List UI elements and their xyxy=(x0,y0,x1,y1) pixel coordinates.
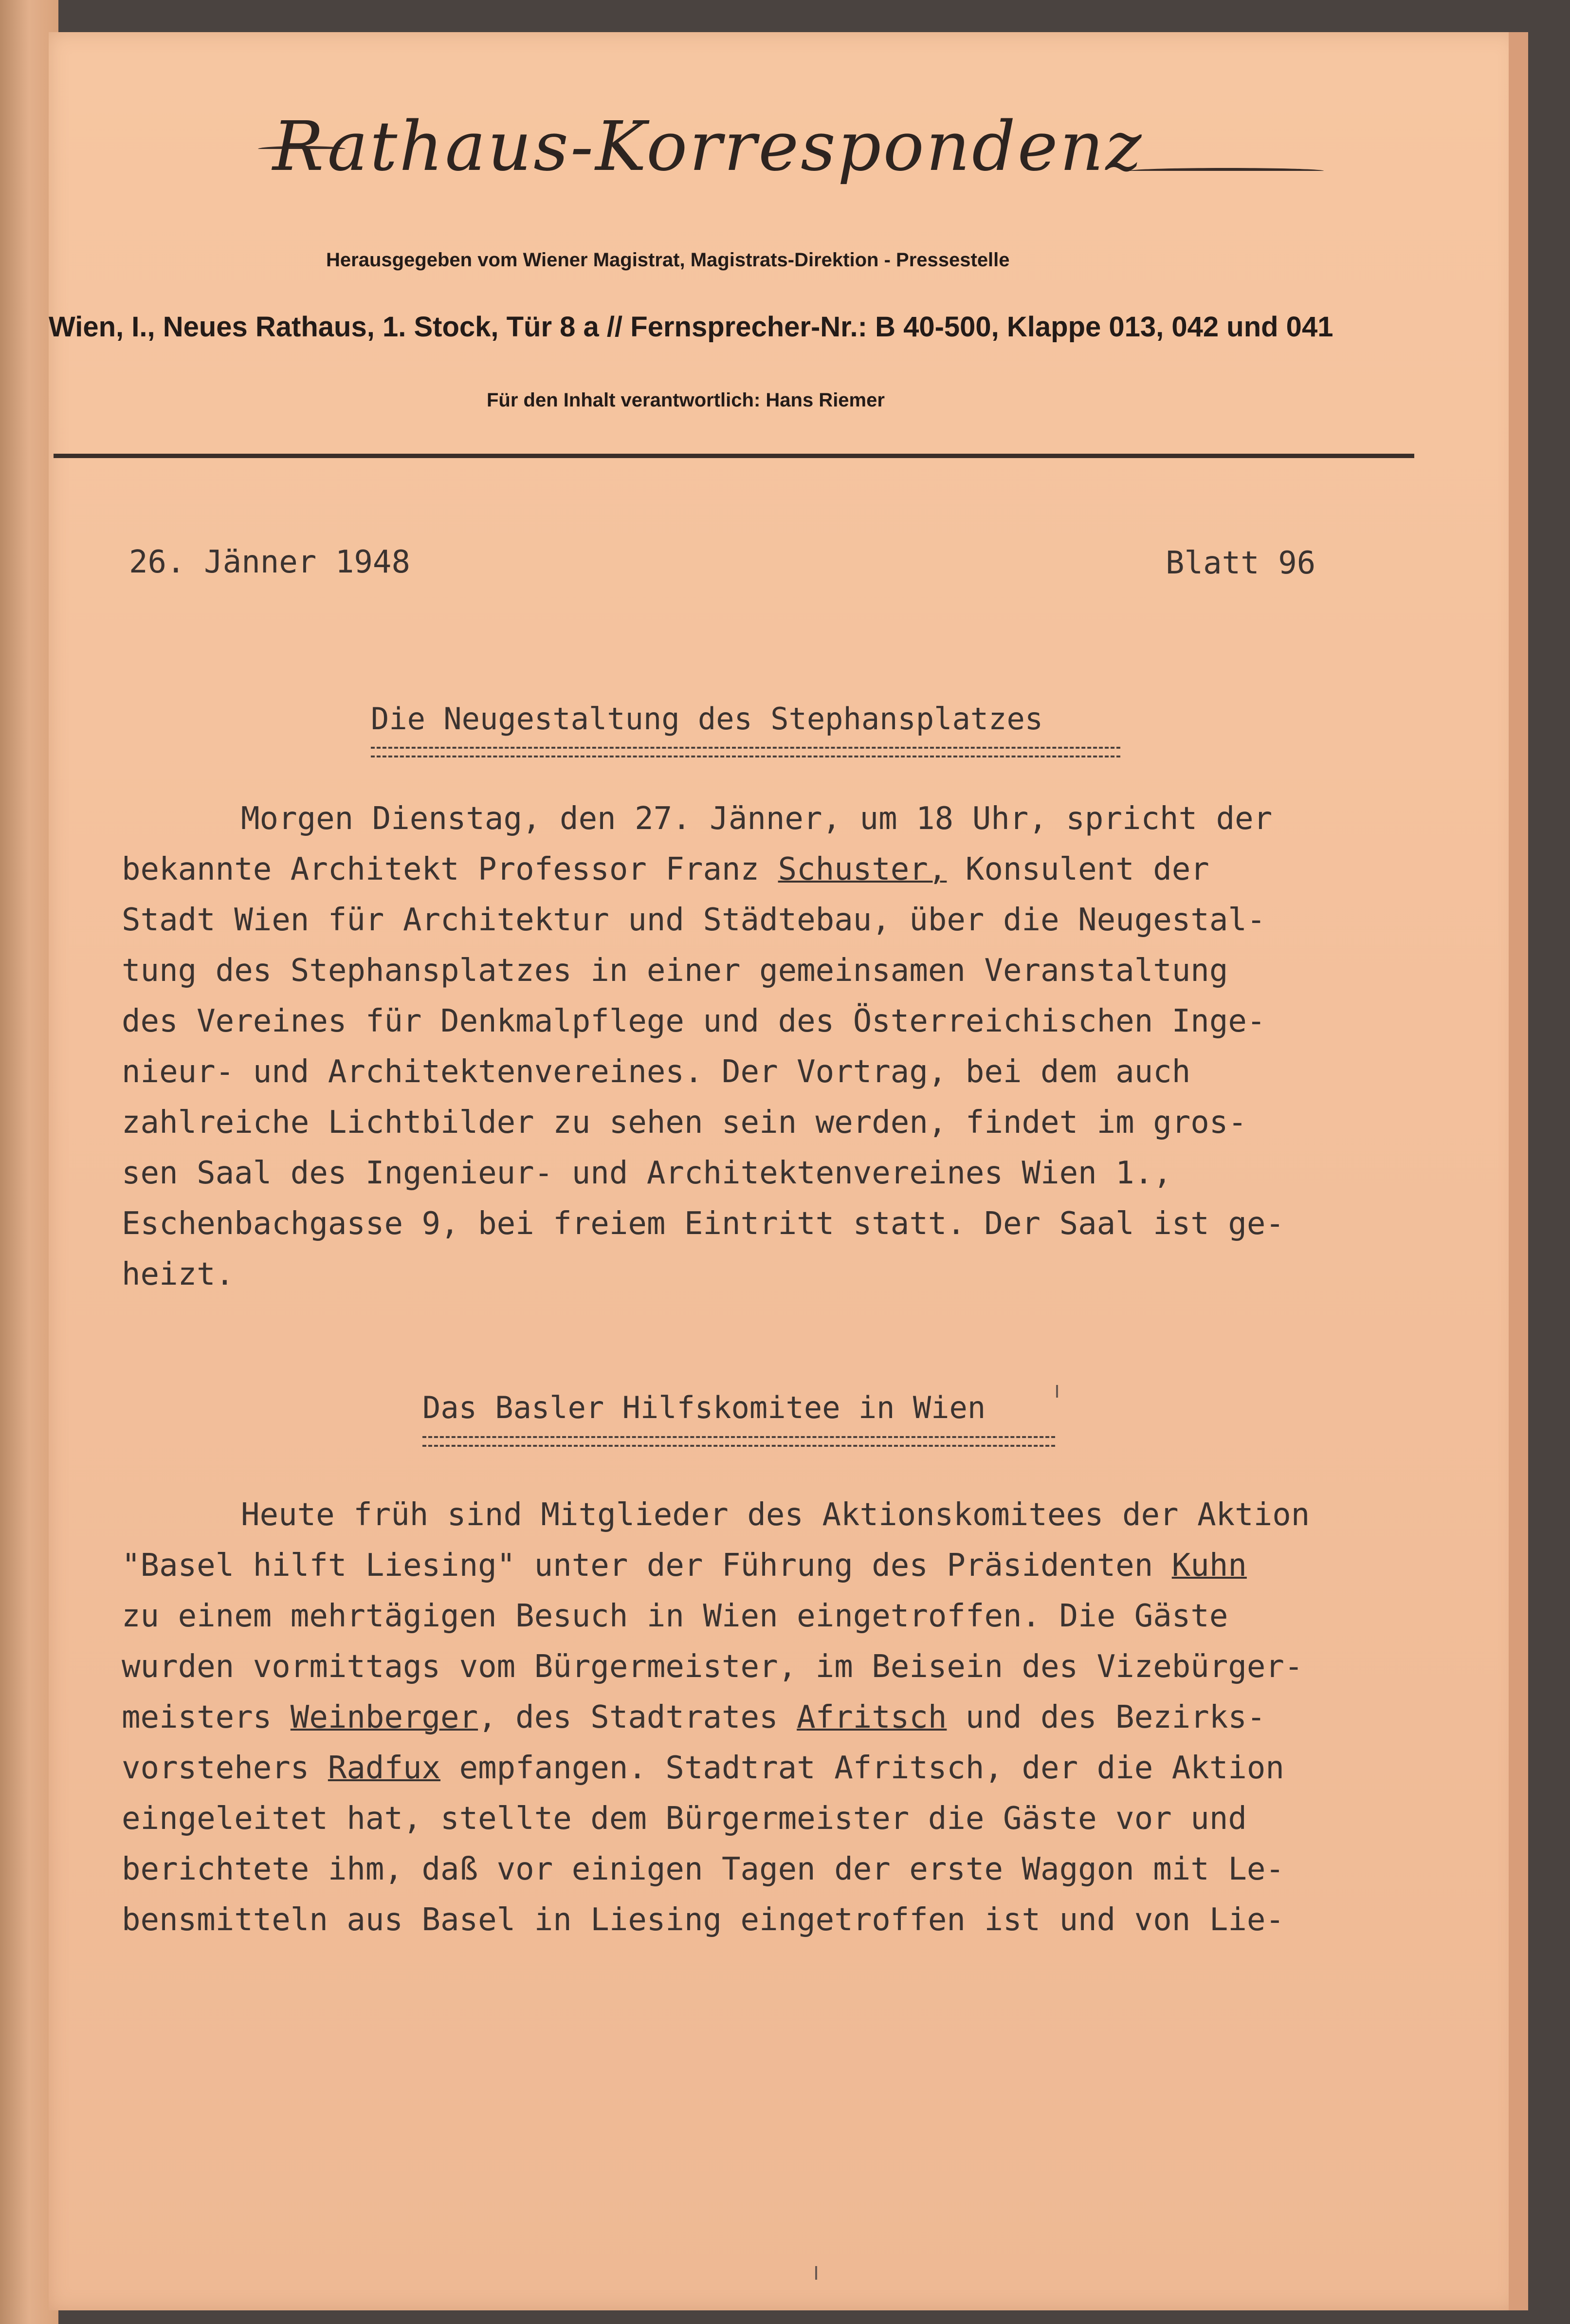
article1-line: Stadt Wien für Architektur und Städtebau, über die Neugestal- xyxy=(122,902,1266,938)
masthead-rule xyxy=(54,454,1414,458)
article2-line: eingeleitet hat, stellte dem Bürgermeister die Gäste vor und xyxy=(122,1801,1247,1837)
article2-line: zu einem mehrtägigen Besuch in Wien eingetroffen. Die Gäste xyxy=(122,1598,1228,1634)
article2-line: vorstehers Radfux empfangen. Stadtrat Afritsch, der die Aktion xyxy=(122,1750,1284,1786)
article2-line: wurden vormittags vom Bürgermeister, im Beisein des Vizebürger- xyxy=(122,1649,1303,1685)
article1-line: nieur- und Architektenvereines. Der Vortrag, bei dem auch xyxy=(122,1054,1191,1090)
name-schuster: Schuster, xyxy=(778,851,947,887)
masthead-title: Rathaus-Korrespondenz xyxy=(273,107,1144,186)
article1-headline: Die Neugestaltung des Stephansplatzes xyxy=(371,701,1043,737)
address-line: Wien, I., Neues Rathaus, 1. Stock, Tür 8 a // Fernsprecher-Nr.: B 40-500, Klappe 013, 042 und 041 xyxy=(49,311,1333,343)
sheet-number: Blatt 96 xyxy=(1166,545,1316,581)
article1-line: bekannte Architekt Professor Franz Schuster, Konsulent der xyxy=(122,851,1209,887)
article1-headline-underline xyxy=(371,747,1120,757)
article1-line: zahlreiche Lichtbilder zu sehen sein werden, findet im gros- xyxy=(122,1105,1247,1141)
article2-line: "Basel hilft Liesing" unter der Führung des Präsidenten Kuhn xyxy=(122,1548,1247,1584)
name-kuhn: Kuhn xyxy=(1171,1548,1247,1584)
article1-line: Eschenbachgasse 9, bei freiem Eintritt statt. Der Saal ist ge- xyxy=(122,1206,1284,1242)
article1-line: des Vereines für Denkmalpflege und des Österreichischen Inge- xyxy=(122,1003,1266,1039)
article2-line: Heute früh sind Mitglieder des Aktionskomitees der Aktion xyxy=(241,1497,1310,1533)
article1-body xyxy=(122,793,1284,1300)
article2-body xyxy=(122,1490,1310,1945)
name-afritsch: Afritsch xyxy=(797,1699,947,1735)
publisher-line: Herausgegeben vom Wiener Magistrat, Magistrats-Direktion - Pressestelle xyxy=(326,249,1010,271)
name-weinberger: Weinberger xyxy=(290,1699,478,1735)
article2-line: bensmitteln aus Basel in Liesing eingetroffen ist und von Lie- xyxy=(122,1902,1284,1938)
article2-line: meisters Weinberger, des Stadtrates Afritsch und des Bezirks- xyxy=(122,1699,1266,1735)
article1-line: heizt. xyxy=(122,1256,235,1292)
responsible-line: Für den Inhalt verantwortlich: Hans Riemer xyxy=(487,389,885,411)
article1-line: sen Saal des Ingenieur- und Architektenvereines Wien 1., xyxy=(122,1155,1172,1191)
name-radfux: Radfux xyxy=(328,1750,441,1786)
article1-line: Morgen Dienstag, den 27. Jänner, um 18 Uhr, spricht der xyxy=(241,801,1273,837)
article2-headline: Das Basler Hilfskomitee in Wien xyxy=(422,1390,986,1425)
article2-line: berichtete ihm, daß vor einigen Tagen der erste Waggon mit Le- xyxy=(122,1851,1284,1887)
stray-pencil-mark xyxy=(1056,1385,1058,1398)
article2-headline-underline xyxy=(422,1436,1055,1447)
stray-pencil-mark xyxy=(815,2266,817,2280)
document-date: 26. Jänner 1948 xyxy=(129,544,410,580)
page-edge xyxy=(1509,32,1528,2310)
article1-line: tung des Stephansplatzes in einer gemeinsamen Veranstaltung xyxy=(122,953,1228,989)
